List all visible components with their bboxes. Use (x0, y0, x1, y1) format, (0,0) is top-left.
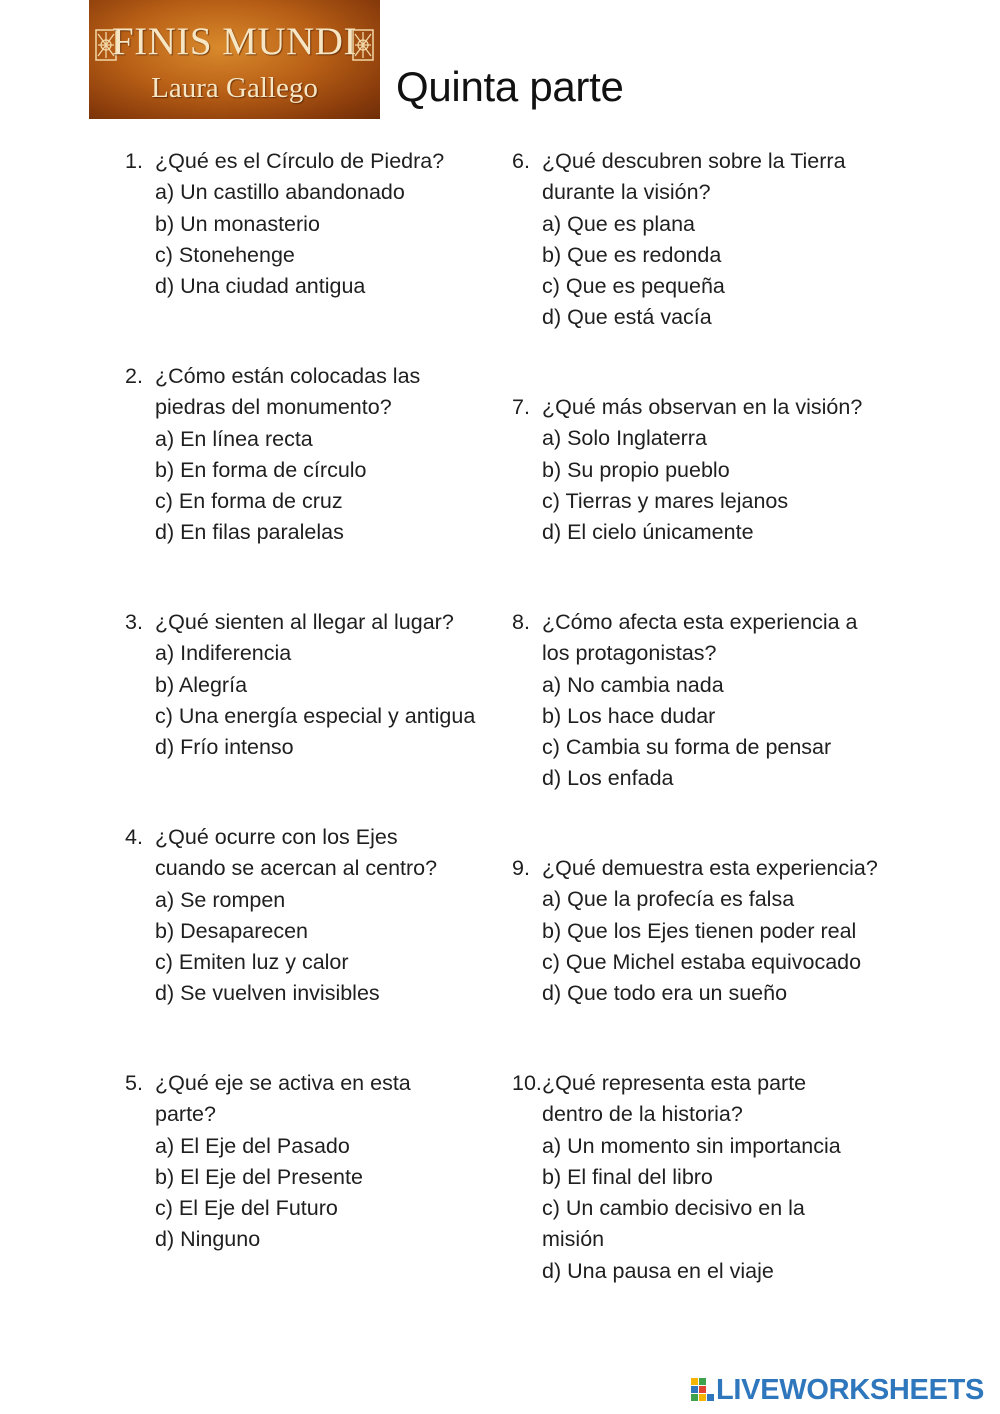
question-text: piedras del monumento? (155, 395, 392, 420)
answer-option: c) Cambia su forma de pensar (542, 735, 832, 760)
question-text: ¿Qué es el Círculo de Piedra? (155, 149, 445, 173)
question-text: ¿Qué descubren sobre la Tierra (542, 149, 846, 173)
question-number: 1. (125, 149, 143, 173)
question-text: parte? (155, 1102, 216, 1127)
book-cover-banner (89, 0, 380, 119)
celtic-knot-icon (351, 28, 375, 62)
page-title: Quinta parte (396, 63, 624, 110)
question-text-line (512, 146, 846, 177)
question-text-line (125, 822, 437, 853)
answer-option: d) Una pausa en el viaje (542, 1258, 774, 1283)
question-text-line (512, 1068, 841, 1099)
answer-option: c) Stonehenge (155, 242, 295, 267)
question-item (512, 853, 878, 1009)
question-number: 8. (512, 610, 530, 634)
answer-option: a) Que es plana (542, 211, 695, 236)
question-item (512, 146, 846, 334)
question-text: ¿Qué ocurre con los Ejes (155, 825, 398, 849)
question-text: ¿Cómo afecta esta experiencia a (542, 610, 858, 634)
question-text-line (125, 146, 444, 177)
answer-option: a) Solo Inglaterra (542, 426, 707, 451)
question-text-line (512, 853, 878, 884)
question-item (512, 1068, 841, 1287)
answer-option: b) El final del libro (542, 1164, 713, 1189)
answer-option: a) El Eje del Pasado (155, 1133, 350, 1158)
answer-option: d) Una ciudad antigua (155, 274, 366, 299)
answer-option: misión (542, 1227, 605, 1252)
question-number: 7. (512, 395, 530, 419)
question-item (125, 146, 444, 302)
question-text-line (512, 177, 846, 208)
question-number: 10. (512, 1071, 542, 1095)
question-text: ¿Qué más observan en la visión? (542, 395, 863, 419)
answer-option: c) El Eje del Futuro (155, 1196, 338, 1221)
question-text: ¿Qué representa esta parte (542, 1071, 807, 1095)
answer-option: d) Frío intenso (155, 735, 294, 760)
answer-option: c) Tierras y mares lejanos (542, 488, 789, 513)
question-text: los protagonistas? (542, 641, 717, 666)
question-item (125, 1068, 411, 1256)
question-text: cuando se acercan al centro? (155, 856, 438, 881)
answer-option: d) El cielo únicamente (542, 520, 754, 545)
question-text-line (125, 853, 437, 884)
question-number: 6. (512, 149, 530, 173)
answer-option: a) Que la profecía es falsa (542, 887, 795, 912)
question-text-line (125, 1068, 411, 1099)
book-author: Laura Gallego (151, 72, 318, 104)
liveworksheets-logo-icon (690, 1377, 716, 1403)
answer-option: a) Se rompen (155, 887, 286, 912)
question-number: 5. (125, 1071, 143, 1095)
answer-option: a) En línea recta (155, 426, 313, 451)
question-number: 3. (125, 610, 143, 634)
answer-option: d) En filas paralelas (155, 520, 344, 545)
answer-option: a) Un castillo abandonado (155, 180, 405, 205)
question-text: ¿Qué eje se activa en esta (155, 1071, 411, 1095)
question-text: ¿Cómo están colocadas las (155, 364, 421, 388)
question-text-line (125, 361, 420, 392)
answer-option: d) Que todo era un sueño (542, 981, 788, 1006)
question-item (125, 361, 420, 549)
book-title: FINIS MUNDI (112, 20, 357, 63)
footer-logo-text: LIVEWORKSHEETS (716, 1374, 985, 1406)
answer-option: d) Se vuelven invisibles (155, 981, 380, 1006)
answer-option: b) Que es redonda (542, 242, 722, 267)
answer-option: a) Indiferencia (155, 641, 292, 666)
answer-option: b) Los hace dudar (542, 703, 716, 728)
question-text: durante la visión? (542, 180, 711, 205)
question-number: 9. (512, 856, 530, 880)
answer-option: d) Que está vacía (542, 305, 712, 330)
answer-option: b) En forma de círculo (155, 457, 367, 482)
question-text-line (512, 392, 862, 423)
answer-option: d) Los enfada (542, 766, 674, 791)
question-text-line (125, 607, 475, 638)
answer-option: d) Ninguno (155, 1227, 261, 1252)
answer-option: a) No cambia nada (542, 672, 724, 697)
answer-option: c) Una energía especial y antigua (155, 703, 476, 728)
answer-option: c) En forma de cruz (155, 489, 343, 514)
answer-option: b) Un monasterio (155, 211, 320, 236)
question-item (512, 607, 858, 795)
question-text-line (125, 392, 420, 423)
answer-option: c) Emiten luz y calor (155, 950, 349, 975)
question-text-line (512, 607, 858, 638)
answer-option: b) Que los Ejes tienen poder real (542, 918, 857, 943)
answer-option: b) Alegría (155, 672, 248, 697)
question-item (125, 607, 475, 763)
answer-option: b) El Eje del Presente (155, 1164, 363, 1189)
question-number: 4. (125, 825, 143, 849)
question-text: ¿Qué sienten al llegar al lugar? (155, 610, 454, 634)
answer-option: c) Que es pequeña (542, 274, 725, 299)
question-text: ¿Qué demuestra esta experiencia? (542, 856, 878, 880)
answer-option: b) Desaparecen (155, 918, 308, 943)
answer-option: c) Que Michel estaba equivocado (542, 949, 862, 974)
footer-logo (690, 1374, 990, 1406)
answer-option: c) Un cambio decisivo en la (542, 1196, 805, 1221)
question-text-line (125, 1099, 411, 1130)
question-text-line (512, 1099, 841, 1130)
question-item (512, 392, 862, 548)
question-item (125, 822, 437, 1010)
question-text: dentro de la historia? (542, 1102, 743, 1127)
answer-option: a) Un momento sin importancia (542, 1133, 841, 1158)
question-number: 2. (125, 364, 143, 388)
answer-option: b) Su propio pueblo (542, 457, 730, 482)
question-text-line (512, 638, 858, 669)
